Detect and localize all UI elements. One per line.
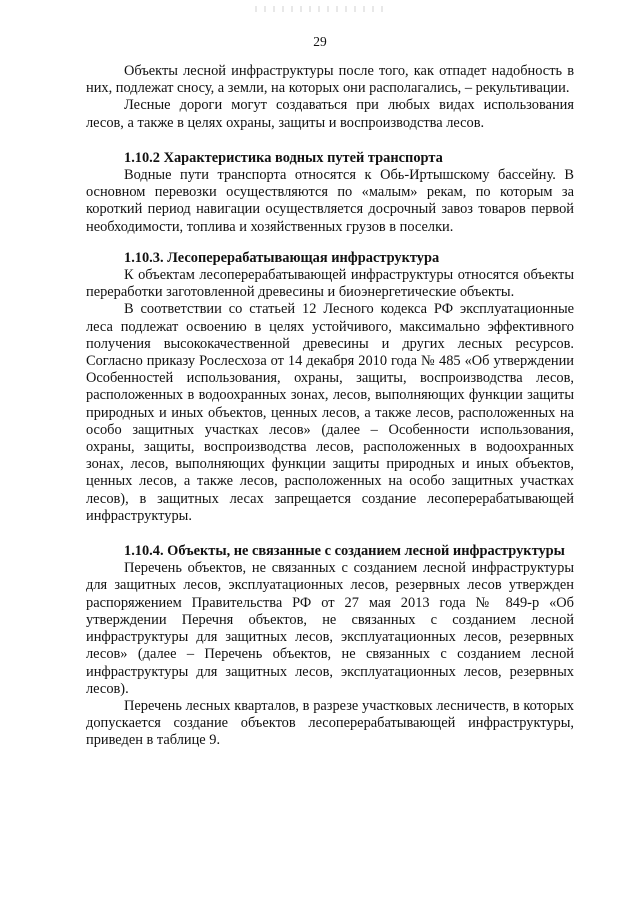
paragraph-processing-objects: К объектам лесоперерабатывающей инфраструктуры относятся объекты переработки заготовленной древесины и биоэнергетические объекты. — [86, 267, 574, 301]
paragraph-objects-list: Перечень объектов, не связанных с созданием лесной инфраструктуры для защитных лесов, эксплуатационных лесов, резервных лесов утвержден распоряжением Правительства РФ от 27 мая 2013 года № 849-р «Об утверждении Перечня объектов, не связанных с созданием лесной инфраструктуры для защитных лесов, эксплуатационных лесов, резервных лесов» (далее – Перечень объектов, не связанных с созданием лесной инфраструктуры для защитных лесов, эксплуатационных лесов, резервных лесов). — [86, 560, 574, 697]
paragraph-demolition: Объекты лесной инфраструктуры после того, как отпадет надобность в них, подлежат сносу, а земли, на которых они располагались, – рекультивации. — [86, 63, 574, 97]
heading-wood-processing: 1.10.3. Лесоперерабатывающая инфраструктура — [124, 249, 440, 266]
page-content — [86, 63, 574, 750]
page-number: 29 — [313, 34, 327, 49]
paragraph-forest-code: В соответствии со статьей 12 Лесного кодекса РФ эксплуатационные леса подлежат освоению в целях устойчивого, максимально эффективного получения высококачественной древесины и других лесных ресурсов. Согласно приказу Рослесхоза от 14 декабря 2010 года № 485 «Об утверждении Особенностей использования, охраны, защиты, воспроизводства лесов, расположенных в водоохранных зонах, лесов, выполняющих функции защиты природных и иных объектов, ценных лесов, а также лесов, расположенных на особо защитных участках лесов» (далее – Особенности использования, охраны, защиты, воспроизводства лесов, расположенных в водоохранных зонах, лесов, выполняющих функции защиты природных и иных объектов, ценных лесов, а также лесов, расположенных на особо защитных участках лесов), в защитных лесах запрещается создание лесоперерабатывающей инфраструктуры. — [86, 301, 574, 524]
heading-water-transport: 1.10.2 Характеристика водных путей транспорта — [124, 149, 443, 166]
paragraph-water-transport: Водные пути транспорта относятся к Обь-Иртышскому бассейну. В основном перевозки осуществляются по «малым» рекам, по которым за короткий период навигации осуществляется досрочный завоз товаров первой необходимости, топлива и хозяйственных грузов в поселки. — [86, 167, 574, 235]
paragraph-quarters-list: Перечень лесных кварталов, в разрезе участковых лесничеств, в которых допускается создание объектов лесоперерабатывающей инфраструктуры, приведен в таблице 9. — [86, 697, 574, 749]
scan-artifact — [255, 6, 385, 12]
heading-unrelated-objects: 1.10.4. Объекты, не связанные с созданием лесной инфраструктуры — [124, 543, 565, 560]
paragraph-forest-roads: Лесные дороги могут создаваться при любых видах использования лесов, а также в целях охраны, защиты и воспроизводства лесов. — [86, 97, 574, 131]
